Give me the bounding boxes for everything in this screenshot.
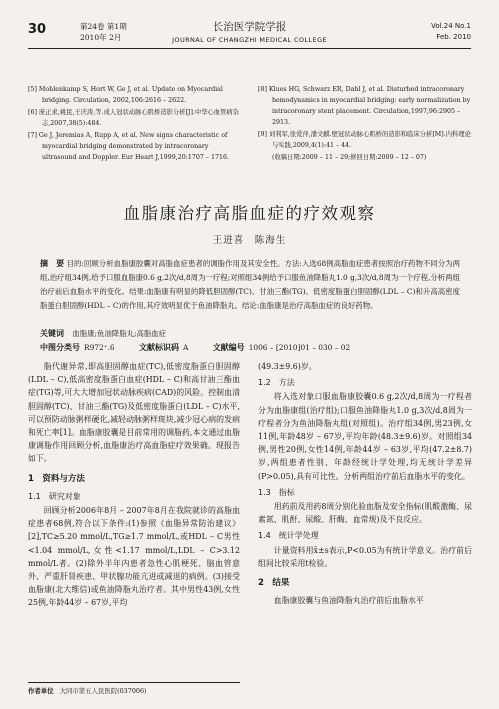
issue-info-en: [431, 21, 471, 43]
keywords-text: 血脂康;鱼油降脂丸;高脂血症: [72, 329, 167, 338]
article-authors: 王进喜 陈海生: [212, 235, 287, 246]
volume-cn: 第24卷 第1期: [80, 22, 127, 31]
continued-text: (49.3±9.6)岁。: [258, 362, 317, 371]
volume-en: Vol.24 No.1: [431, 22, 471, 30]
date-en: Feb. 2010: [436, 33, 471, 41]
statistics-paragraph: 计量资料用x̄±s表示,P<0.05为有统计学意义。治疗前后组间比较采用t检验。: [258, 545, 472, 568]
page-number: 30: [28, 22, 47, 37]
doc-code-label: 文献标识码: [138, 343, 179, 352]
footnote-label: 作者单位: [28, 687, 54, 695]
classification-line: [40, 342, 460, 353]
running-header: [28, 18, 471, 76]
author-affiliation-footnote: [28, 682, 240, 695]
issue-info-cn: [80, 21, 127, 43]
abstract-label: 摘 要: [40, 259, 65, 268]
received-dates: (收稿日期:2009 – 11 – 29;修回日期:2009 – 12 – 07): [272, 154, 427, 161]
keywords: [40, 328, 166, 339]
reference-6: [6] 庞正求,姚民,王庆涛,等.成人冠状动脉心肌桥造影分析[J].中华心血管病杂志,2007,38(5):484.: [28, 109, 239, 127]
article-id: 1006 – [2010]01 – 030 – 02: [248, 343, 351, 352]
reference-5: [5] Mohlenkamp S, Hort W, Ge J, et al. Update on Myocardial bridging. Circulation, 2002,106:2616 – 2622.: [28, 86, 223, 104]
intro-paragraph: 脂代谢异常,即高胆固醇血症(TC),低密度脂蛋白胆固醇(LDL – C),低高密度脂蛋白血症(HDL – C)和高甘油三酯血症(TG)等,可大大增加冠状动脉疾病(CAD)的风险。控制血清胆固醇(TC)、甘油三酯(TG)及低密度脂蛋白(LDL – C)水平,可以预防动脉粥样硬化,减轻动脉粥样斑块,减少冠心病的发病和死亡率[1]。血脂康胶囊是目前常用的调脂药,本文通过血脂康调脂作用回顾分析,血脂康治疗高血脂症疗效果确。现报告如下。: [28, 362, 240, 464]
footnote-text: 大同市第五人民医院(037006): [59, 687, 147, 695]
clc-label: 中图分类号: [40, 343, 80, 352]
results-paragraph: 血脂康胶囊与鱼油降脂丸治疗前后血脂水平: [273, 596, 424, 606]
references-left: [28, 84, 240, 164]
methods-paragraph: 将入选对象口服血脂康胶囊0.6 g,2次/d,8周为一疗程者分为血脂康组(治疗组);口服鱼油降脂丸1.0 g,3次/d,8周为一疗程者分为鱼油降脂丸组(对照组)。治疗组34例,男23例,女11例,年龄48岁 – 67岁,平均年龄(48.3±9.6)岁。对照组34例,男性20例,女性14例,年龄44岁 – 63岁,平均(47.2±8.7)岁,两组患者性别、年龄经统计学处理,均无统计学差异(P>0.05),具有可比性。分析两组治疗前后血脂水平的变化。: [258, 392, 472, 481]
body-column-left: [28, 360, 240, 610]
article-title: 血脂康治疗高脂血症的疗效观察: [123, 204, 376, 223]
section-heading-2: 2 结果: [258, 578, 290, 589]
journal-name-en: JOURNAL OF CHANGZHI MEDICAL COLLEGE: [172, 36, 327, 44]
abstract: [40, 257, 460, 313]
article-id-label: 文献编号: [212, 343, 245, 352]
reference-7: [7] Ge J, Jeremias A, Rupp A, et al. New signs characteristic of myocardial bridging demonstrated by intracoronary ultrasound and Doppler. Eur Heart J,1999,20:1707 – 1716.: [28, 132, 230, 161]
doc-code: A: [182, 343, 189, 352]
subsection-heading-1-2: 1.2 方法: [258, 378, 295, 388]
subsection-heading-1-1: 1.1 研究对象: [28, 491, 81, 501]
indicators-paragraph: 用药前及用药8周分别化验血脂及安全指标(肌酸激酶、尿素氮、肌酐、尿酸、肝酶、血常规)及不良反应。: [258, 502, 472, 525]
journal-name-cn: 长治医学院学报: [212, 21, 287, 33]
date-cn: 2010年 2月: [80, 33, 122, 42]
reference-9: [9] 刘利军,张爱萍,潘文麒.壁冠状动脉心肌桥的造影和临床分析[M].内科理论与实践,2009,4(1):41 – 44.: [258, 131, 471, 149]
journal-name: [158, 19, 341, 44]
subjects-paragraph: 回顾分析2006年8月 – 2007年8月在我院就诊的高脂血症患者68例,符合以下条件:(1)参照《血脂异常防治建议》[2],TC≥5.20 mmol/L,TG≥1.7 mmol/L,或HDL – C男性<1.04 mmol/L,女性<1.17 mmol/L,LDL – C>3.12 mmol/L者。(2)除外半年内患者急性心肌梗死、脑血管意外、严重肝肾疾患、甲状腺功能亢进或减退的病例。(3)接受血脂康(北大维信)或鱼油降脂丸治疗者。其中男性43例,女性25例,年龄44岁 – 67岁,平均: [28, 506, 240, 608]
reference-8: [8] Klues HG, Schwarz ER, Dahl J, et al. Disturbed intracoronary hemodynamics in myocardial bridging: early normalization by intracoronary stent placement. Circulation,1997,96:2905 – 2913.: [258, 86, 471, 126]
clc-code: R972⁺.6: [84, 343, 115, 352]
subsection-heading-1-4: 1.4 统计学处理: [258, 531, 319, 541]
subsection-heading-1-3: 1.3 指标: [258, 487, 295, 497]
references-right: [258, 84, 472, 163]
keywords-label: 关键词: [40, 329, 64, 338]
section-heading-1: 1 资料与方法: [28, 473, 85, 484]
body-column-right: [258, 360, 472, 607]
abstract-text: 目的:回顾分析血脂康胶囊对高脂血症患者的调脂作用及其安全性。方法:入选68例高脂血症患者按照治疗药物不同分为两组,治疗组34例,给予口服血脂康0.6 g,2次/d,8周为一疗程;对照组34例给予口服鱼油降脂丸1.0 g,3次/d,8周为一个疗程,分析两组治疗前后血脂水平的变化。结果:血脂康有明显的降低胆固醇(TC)、甘油三酯(TG)、低密度脂蛋白胆固醇(LDL – C)和升高高密度脂蛋白胆固醇(HDL – C)的作用,其疗效明显优于鱼油降脂丸。结论:血脂康是治疗高脂血症的良好药物。: [40, 259, 460, 310]
header-rule: [28, 48, 471, 49]
